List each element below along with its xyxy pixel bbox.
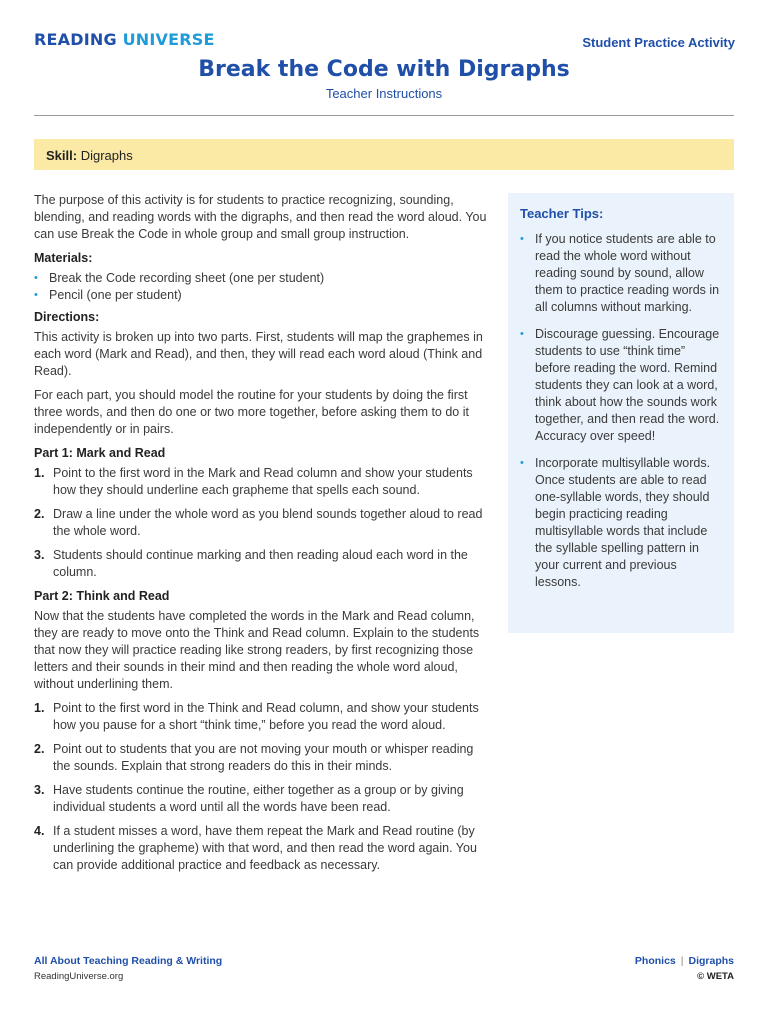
bullet-icon: •	[520, 328, 524, 340]
step-number: 1.	[34, 701, 45, 715]
logo-word-reading: READING	[34, 30, 117, 49]
footer-series-title: All About Teaching Reading & Writing	[34, 955, 223, 967]
directions-paragraph-2: For each part, you should model the routine for your students by doing the first three words, and then do one or two more together, before asking them to do it independently or in pairs.	[34, 388, 469, 436]
step-text: Point out to students that you are not moving your mouth or whisper reading the sounds. Explain that strong readers do this in their minds.	[53, 742, 474, 773]
tip-text: Discourage guessing. Encourage students to use “think time” before reading the word. Remind students they can look at a word, think about how the sounds work together, and then read the word. Accuracy over speed!	[535, 327, 720, 443]
step-text: Draw a line under the whole word as you blend sounds together aloud to read the whole word.	[53, 507, 483, 538]
bullet-icon: •	[520, 233, 524, 245]
intro-paragraph: The purpose of this activity is for students to practice recognizing, sounding, blending, and reading words with the digraphs, and then read the word aloud. You can use Break the Code in whole group and small group instruction.	[34, 193, 487, 241]
teacher-tips-list	[520, 231, 722, 591]
list-item	[34, 741, 488, 775]
main-content	[34, 192, 488, 881]
footer-site-link[interactable]: ReadingUniverse.org	[34, 971, 124, 982]
skill-value: Digraphs	[80, 148, 133, 163]
list-item	[34, 506, 488, 540]
materials-list	[34, 270, 488, 304]
materials-item-text: Pencil (one per student)	[49, 288, 182, 302]
footer-right	[635, 955, 734, 982]
materials-item-text: Break the Code recording sheet (one per student)	[49, 271, 325, 285]
reading-universe-logo	[34, 30, 215, 49]
step-number: 1.	[34, 466, 45, 480]
part2-heading: Part 2: Think and Read	[34, 589, 170, 603]
list-item	[34, 547, 488, 581]
list-item	[34, 782, 488, 816]
directions-heading: Directions:	[34, 310, 100, 324]
list-item	[34, 465, 488, 499]
breadcrumb-digraphs[interactable]: Digraphs	[688, 955, 734, 967]
list-item	[520, 231, 722, 316]
materials-heading: Materials:	[34, 251, 93, 265]
activity-kind-label: Student Practice Activity	[582, 35, 735, 50]
part2-steps	[34, 700, 488, 874]
step-text: Students should continue marking and then reading aloud each word in the column.	[53, 548, 468, 579]
teacher-tips-panel	[508, 193, 734, 633]
part1-heading: Part 1: Mark and Read	[34, 446, 166, 460]
bullet-icon: •	[34, 289, 38, 301]
teacher-tips-heading: Teacher Tips:	[520, 206, 604, 221]
list-item	[34, 823, 488, 874]
list-item	[34, 270, 488, 287]
step-number: 4.	[34, 824, 45, 838]
step-number: 3.	[34, 783, 45, 797]
skill-banner	[34, 139, 734, 170]
page-title: Break the Code with Digraphs	[198, 57, 570, 82]
tip-text: If you notice students are able to read the whole word without reading sound by sound, allow them to practice reading words in all columns without marking.	[535, 232, 720, 314]
step-number: 3.	[34, 548, 45, 562]
step-text: Point to the first word in the Mark and Read column and show your students how they should underline each grapheme that spells each sound.	[53, 466, 473, 497]
footer-left	[34, 955, 222, 982]
bullet-icon: •	[520, 457, 524, 469]
list-item	[520, 326, 722, 445]
page-subtitle: Teacher Instructions	[325, 86, 443, 101]
list-item	[34, 287, 488, 304]
step-number: 2.	[34, 742, 45, 756]
step-text: Point to the first word in the Think and Read column, and show your students how you pause for a short “think time,” before you read the word aloud.	[53, 701, 479, 732]
skill-label: Skill:	[46, 148, 78, 163]
header-divider	[34, 115, 734, 116]
breadcrumb-separator: |	[680, 955, 684, 967]
logo-word-universe: UNIVERSE	[122, 30, 215, 49]
bullet-icon: •	[34, 272, 38, 284]
part1-steps	[34, 465, 488, 581]
step-text: If a student misses a word, have them repeat the Mark and Read routine (by underlining the grapheme) with that word, and then read the word again. You can provide additional practice and feedback as necessary.	[53, 824, 477, 872]
footer-breadcrumb	[635, 955, 734, 967]
breadcrumb-phonics[interactable]: Phonics	[634, 955, 676, 967]
list-item	[520, 455, 722, 591]
step-number: 2.	[34, 507, 45, 521]
list-item	[34, 700, 488, 734]
step-text: Have students continue the routine, either together as a group or by giving individual students a word until all the words have been read.	[53, 783, 464, 814]
directions-paragraph-1: This activity is broken up into two parts. First, students will map the graphemes in each word (Mark and Read), and then, they will read each word aloud (Think and Read).	[34, 330, 483, 378]
footer-copyright: © WETA	[697, 971, 734, 982]
part2-intro-paragraph: Now that the students have completed the words in the Mark and Read column, they are ready to move onto the Think and Read column. Explain to the students that now they will practice reading like strong readers, by first recognizing those letters and their sounds in their mind and then reading the whole word aloud, without underlining them.	[34, 609, 480, 691]
tip-text: Incorporate multisyllable words. Once students are able to read one-syllable words, they should begin practicing reading multisyllable words that include the syllable spelling pattern in your current and previous lessons.	[535, 456, 711, 589]
